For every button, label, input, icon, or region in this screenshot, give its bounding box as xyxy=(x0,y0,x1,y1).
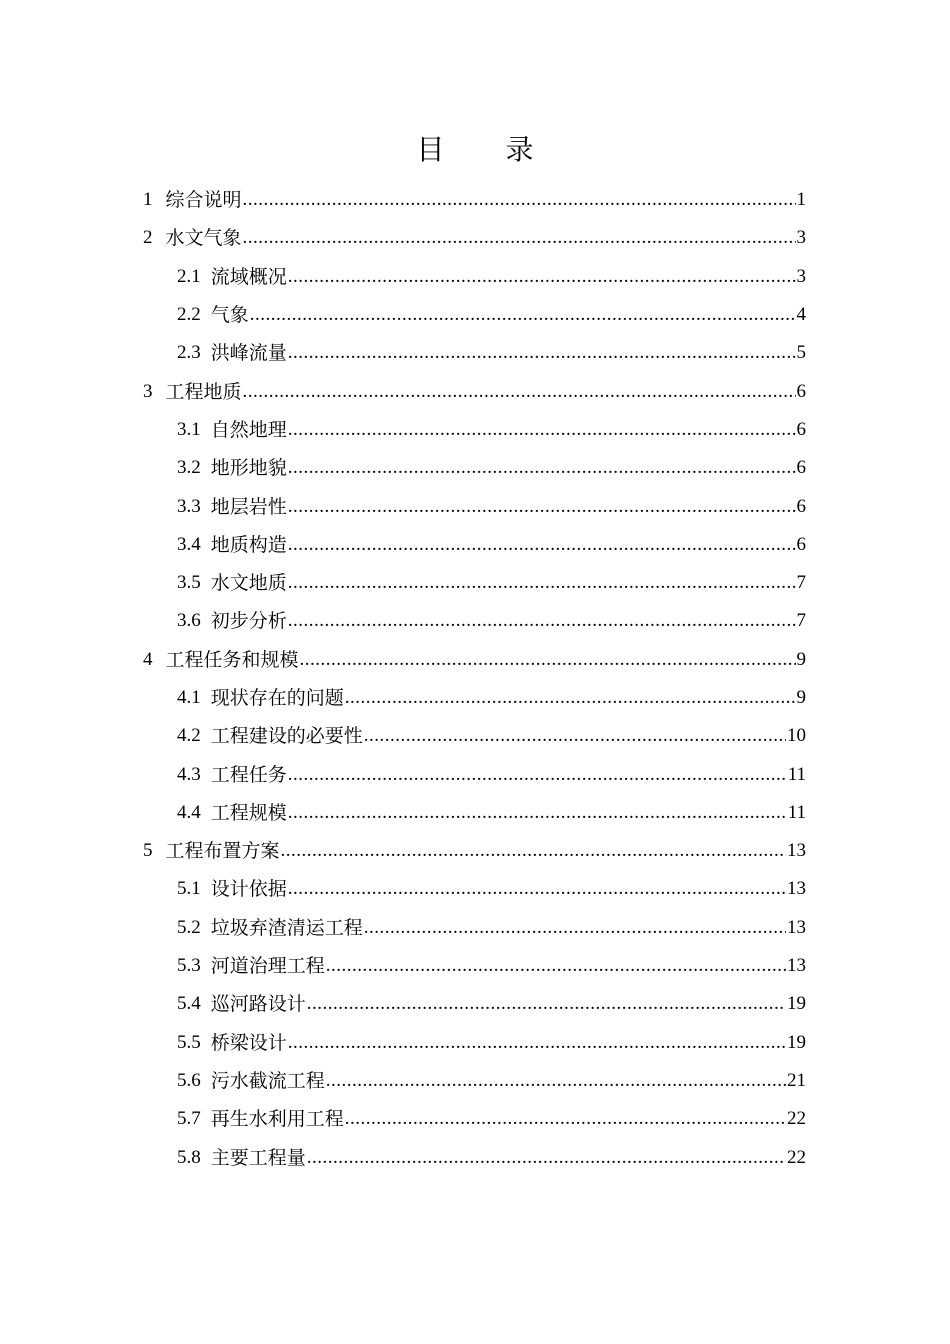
toc-section-entry[interactable] xyxy=(0,870,806,908)
toc-section-entry[interactable] xyxy=(0,755,806,793)
toc-section-entry[interactable] xyxy=(0,1024,806,1062)
toc-entry-title: 流域概况 xyxy=(210,265,287,288)
toc-entry-title: 气象 xyxy=(210,304,249,327)
toc-dot-leader xyxy=(300,641,796,679)
toc-dot-leader xyxy=(288,756,787,794)
toc-section-entry[interactable] xyxy=(0,449,806,487)
toc-entry-number: 3.2 xyxy=(177,457,201,479)
toc-entry-number: 4.1 xyxy=(177,687,201,708)
toc-dot-leader xyxy=(288,1024,786,1062)
toc-section-entry[interactable] xyxy=(0,679,806,717)
toc-entry-title: 地质构造 xyxy=(210,533,287,556)
toc-entry-title: 初步分析 xyxy=(210,610,287,633)
toc-entry-title: 巡河路设计 xyxy=(210,993,306,1016)
toc-entry-number: 5.2 xyxy=(177,916,201,938)
toc-dot-leader xyxy=(288,449,796,487)
toc-entry-number: 3.1 xyxy=(177,418,201,440)
toc-entry-page-number: 3 xyxy=(796,265,806,287)
toc-dot-leader xyxy=(288,526,796,564)
toc-section-entry[interactable] xyxy=(0,1062,806,1100)
toc-entry-page-number: 13 xyxy=(787,916,806,938)
toc-entry-number: 2 xyxy=(143,227,153,249)
toc-entry-page-number: 6 xyxy=(796,533,806,555)
toc-entry-number: 5.8 xyxy=(177,1146,201,1168)
toc-entry-number: 2.2 xyxy=(177,304,201,326)
toc-entry-page-number: 6 xyxy=(796,495,806,517)
toc-entry-title: 自然地理 xyxy=(210,418,287,441)
toc-entry-page-number: 13 xyxy=(787,878,806,900)
toc-dot-leader xyxy=(364,717,786,755)
toc-entry-page-number: 11 xyxy=(787,763,806,785)
toc-entry-page-number: 7 xyxy=(796,610,806,632)
toc-entry-title: 地层岩性 xyxy=(210,495,287,518)
toc-entry-page-number: 6 xyxy=(796,380,806,402)
toc-entry-title: 设计依据 xyxy=(210,878,287,901)
toc-section-entry[interactable] xyxy=(0,296,806,334)
toc-dot-leader xyxy=(243,373,796,411)
toc-entry-number: 3.5 xyxy=(177,572,201,594)
toc-entry-number: 5.3 xyxy=(177,955,201,977)
toc-chapter-entry[interactable] xyxy=(0,832,806,870)
toc-entry-page-number: 22 xyxy=(787,1108,806,1130)
toc-section-entry[interactable] xyxy=(0,487,806,525)
toc-entry-number: 2.1 xyxy=(177,265,201,287)
toc-entry-page-number: 11 xyxy=(787,801,806,823)
toc-entry-title: 污水截流工程 xyxy=(210,1069,325,1092)
toc-entry-title: 工程任务 xyxy=(210,763,287,786)
toc-chapter-entry[interactable] xyxy=(0,181,806,219)
toc-dot-leader xyxy=(307,985,786,1023)
toc-chapter-entry[interactable] xyxy=(0,641,806,679)
toc-dot-leader xyxy=(288,870,786,908)
toc-entry-number: 4.3 xyxy=(177,763,201,785)
toc-entry-number: 3.4 xyxy=(177,533,201,555)
toc-entry-title: 洪峰流量 xyxy=(210,342,287,365)
toc-chapter-entry[interactable] xyxy=(0,372,806,410)
toc-entry-title: 河道治理工程 xyxy=(210,955,325,978)
toc-entry-number: 3.6 xyxy=(177,610,201,632)
toc-entry-page-number: 10 xyxy=(787,725,806,747)
toc-dot-leader xyxy=(307,1139,786,1177)
toc-section-entry[interactable] xyxy=(0,564,806,602)
toc-entry-number: 5.6 xyxy=(177,1069,201,1091)
toc-entry-number: 4 xyxy=(143,648,153,670)
toc-entry-number: 5.4 xyxy=(177,993,201,1015)
toc-section-entry[interactable] xyxy=(0,794,806,832)
toc-entry-page-number: 1 xyxy=(796,189,806,211)
toc-list xyxy=(0,181,950,1177)
toc-entry-title: 工程地质 xyxy=(165,380,242,403)
toc-dot-leader xyxy=(288,258,796,296)
toc-dot-leader xyxy=(288,411,796,449)
toc-entry-page-number: 7 xyxy=(796,572,806,594)
toc-entry-page-number: 19 xyxy=(787,1031,806,1053)
toc-entry-number: 4.2 xyxy=(177,725,201,747)
toc-entry-title: 水文气象 xyxy=(165,227,242,250)
toc-entry-title: 现状存在的问题 xyxy=(210,687,344,709)
toc-title: 目 录 xyxy=(416,133,560,166)
toc-section-entry[interactable] xyxy=(0,985,806,1023)
toc-dot-leader xyxy=(243,181,796,219)
toc-dot-leader xyxy=(250,296,796,334)
toc-section-entry[interactable] xyxy=(0,1100,806,1138)
toc-dot-leader xyxy=(288,564,796,602)
toc-dot-leader xyxy=(345,679,796,717)
toc-section-entry[interactable] xyxy=(0,526,806,564)
toc-entry-number: 3.3 xyxy=(177,495,201,517)
toc-entry-page-number: 13 xyxy=(787,955,806,977)
toc-entry-page-number: 9 xyxy=(796,648,806,670)
toc-dot-leader xyxy=(288,794,787,832)
toc-entry-number: 5.7 xyxy=(177,1108,201,1130)
toc-entry-title: 工程规模 xyxy=(210,801,287,824)
toc-entry-title: 主要工程量 xyxy=(210,1146,306,1169)
toc-entry-number: 3 xyxy=(143,380,153,402)
toc-entry-title: 工程任务和规模 xyxy=(165,648,299,671)
toc-section-entry[interactable] xyxy=(0,258,806,296)
toc-dot-leader xyxy=(364,909,786,947)
toc-dot-leader xyxy=(243,219,796,257)
toc-section-entry[interactable] xyxy=(0,909,806,947)
toc-entry-title: 工程建设的必要性 xyxy=(210,725,363,748)
toc-section-entry[interactable] xyxy=(0,717,806,755)
toc-dot-leader xyxy=(326,1062,786,1100)
toc-entry-page-number: 22 xyxy=(787,1146,806,1168)
toc-entry-number: 2.3 xyxy=(177,342,201,364)
toc-dot-leader xyxy=(345,1100,786,1138)
toc-entry-number: 4.4 xyxy=(177,801,201,823)
toc-entry-title: 垃圾弃渣清运工程 xyxy=(210,916,363,939)
toc-entry-title: 水文地质 xyxy=(210,572,287,595)
toc-chapter-entry[interactable] xyxy=(0,219,806,257)
toc-section-entry[interactable] xyxy=(0,1138,806,1176)
toc-dot-leader xyxy=(281,832,786,870)
toc-section-entry[interactable] xyxy=(0,411,806,449)
toc-section-entry[interactable] xyxy=(0,947,806,985)
toc-entry-page-number: 9 xyxy=(796,687,806,708)
toc-entry-title: 综合说明 xyxy=(165,189,242,212)
toc-entry-page-number: 3 xyxy=(796,227,806,249)
toc-entry-number: 1 xyxy=(143,189,153,211)
toc-entry-title: 地形地貌 xyxy=(210,457,287,480)
toc-dot-leader xyxy=(288,334,796,372)
toc-entry-page-number: 19 xyxy=(787,993,806,1015)
toc-entry-title: 工程布置方案 xyxy=(165,840,280,863)
toc-entry-title: 桥梁设计 xyxy=(210,1031,287,1054)
toc-entry-page-number: 13 xyxy=(787,840,806,862)
toc-dot-leader xyxy=(326,947,786,985)
toc-entry-page-number: 6 xyxy=(796,418,806,440)
toc-entry-number: 5.1 xyxy=(177,878,201,900)
toc-entry-page-number: 4 xyxy=(796,304,806,326)
toc-entry-page-number: 6 xyxy=(796,457,806,479)
toc-entry-page-number: 5 xyxy=(796,342,806,364)
toc-entry-title: 再生水利用工程 xyxy=(210,1108,344,1131)
toc-section-entry[interactable] xyxy=(0,334,806,372)
toc-section-entry[interactable] xyxy=(0,602,806,640)
toc-dot-leader xyxy=(288,602,796,640)
toc-dot-leader xyxy=(288,488,796,526)
toc-entry-page-number: 21 xyxy=(787,1069,806,1091)
toc-entry-number: 5.5 xyxy=(177,1031,201,1053)
toc-entry-number: 5 xyxy=(143,840,153,862)
